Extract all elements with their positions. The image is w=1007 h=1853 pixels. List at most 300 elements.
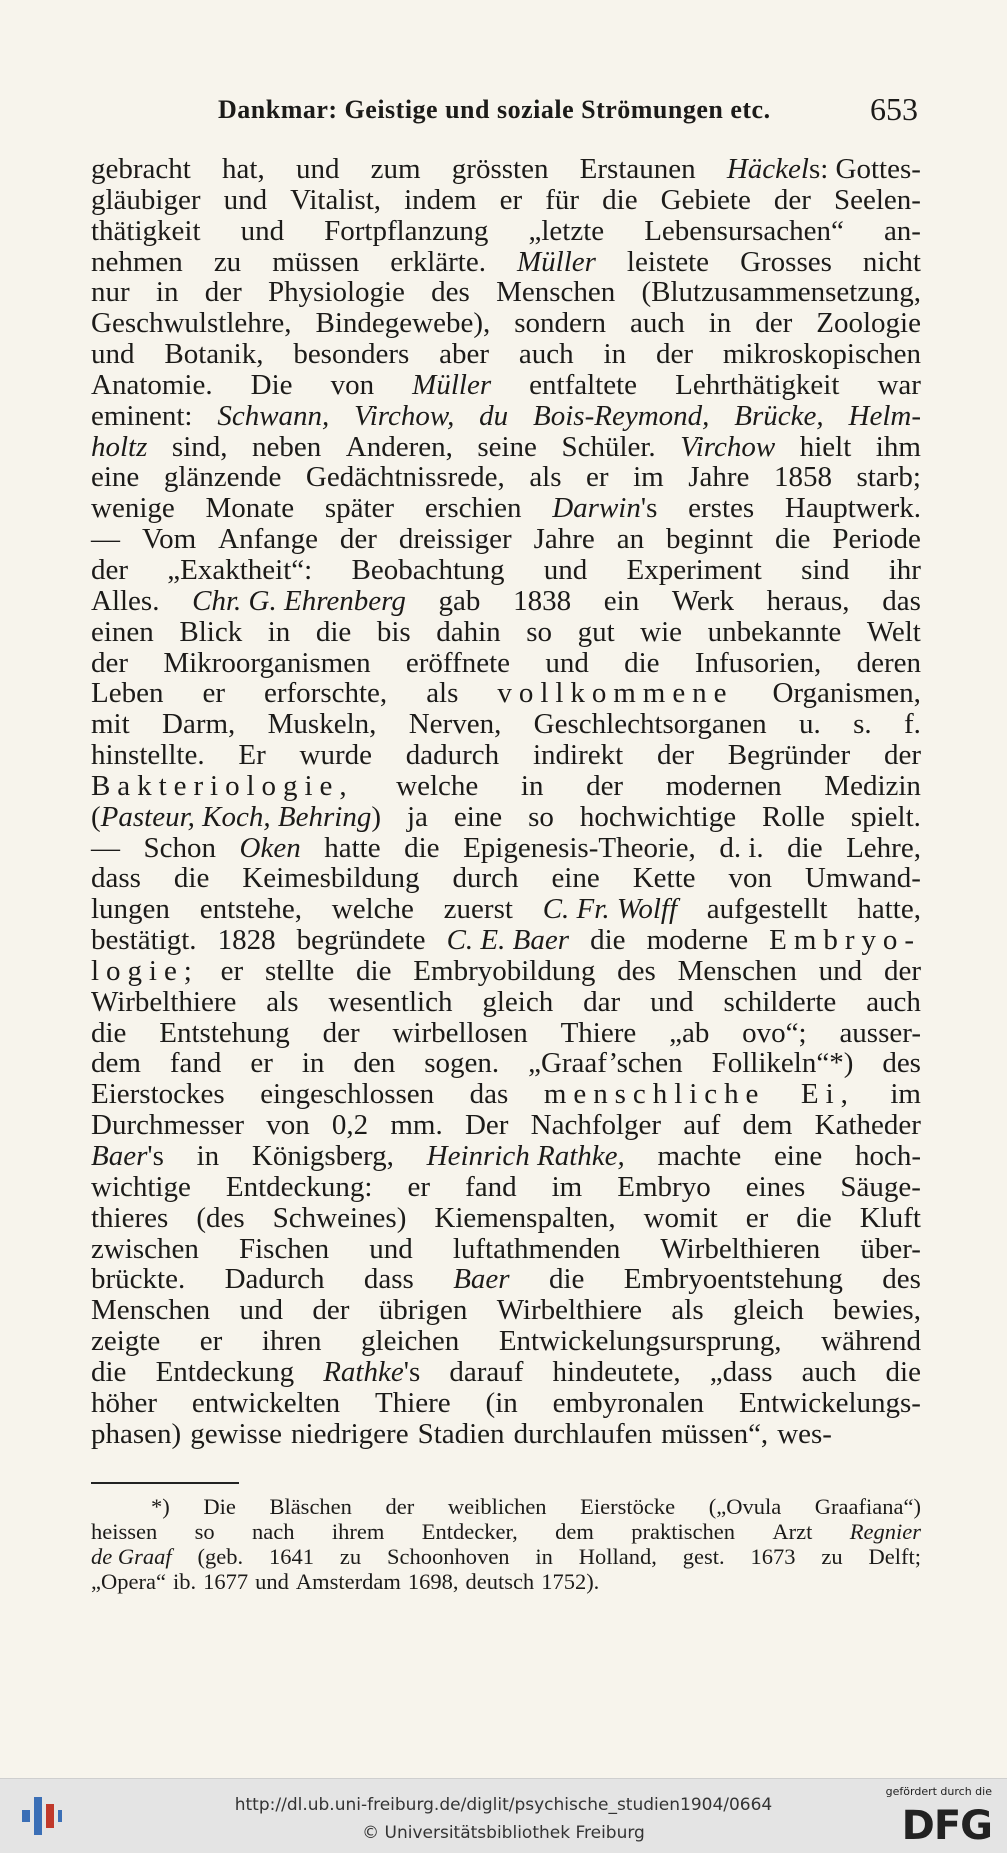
word: Embryoentstehung	[623, 1263, 843, 1296]
word-group	[260, 1079, 434, 1110]
word: Menschen	[677, 954, 797, 987]
word: —	[91, 831, 120, 864]
word: erschien	[424, 492, 522, 525]
word: gleich	[732, 1294, 804, 1327]
word: moderne	[646, 924, 749, 957]
text-line	[91, 586, 921, 617]
document-url[interactable]: http://dl.ub.uni-freiburg.de/diglit/psychische_studien1904/0664	[234, 1795, 773, 1815]
word: 's	[640, 492, 658, 525]
word-group	[144, 833, 217, 864]
word-group	[834, 185, 921, 216]
word: fand	[465, 1170, 517, 1203]
word: Hauptwerk.	[784, 492, 921, 525]
word-group	[774, 462, 832, 493]
text-line	[91, 1172, 921, 1203]
word: stellte	[264, 954, 335, 987]
word-group	[531, 1110, 661, 1141]
word: Lehre,	[846, 831, 921, 864]
word-group	[91, 1326, 160, 1357]
word: Arzt	[772, 1519, 813, 1544]
word-group	[214, 247, 241, 278]
word-group	[268, 617, 291, 648]
word-group	[630, 308, 685, 339]
word-group	[91, 1519, 157, 1544]
word-group	[824, 771, 921, 802]
word: Bläschen	[269, 1494, 352, 1519]
word: müssen“,	[661, 1417, 769, 1450]
word-group	[297, 925, 426, 956]
word: dem	[555, 1519, 594, 1544]
word-group	[561, 1018, 637, 1049]
word: 1828	[217, 924, 276, 957]
word: er	[220, 954, 244, 987]
word: Darwin	[552, 492, 641, 525]
word-group	[734, 401, 823, 432]
word: von	[330, 368, 375, 401]
word: zu	[339, 1544, 362, 1569]
word-group	[431, 277, 470, 308]
word: eines	[745, 1170, 806, 1203]
word-group	[425, 493, 522, 524]
word-group	[91, 1388, 157, 1419]
word-group	[465, 1172, 517, 1203]
word-group	[156, 1357, 295, 1388]
word: Virchow	[680, 430, 776, 463]
word: 's	[147, 1140, 164, 1172]
word-group	[352, 555, 505, 586]
word-group	[463, 833, 696, 864]
word-group	[604, 339, 627, 370]
word: unbekannte	[707, 615, 842, 648]
word: 1698,	[407, 1569, 459, 1594]
word: Blick	[179, 615, 243, 648]
word-group	[657, 740, 694, 771]
word: erklärte.	[390, 245, 486, 278]
word-group	[497, 1295, 642, 1326]
word-group	[683, 1544, 725, 1569]
word-group	[604, 586, 639, 617]
text-line	[91, 833, 921, 864]
word: („Ovula	[708, 1494, 782, 1519]
word-group	[163, 648, 370, 679]
word-group	[224, 185, 268, 216]
word: Medizin	[824, 769, 921, 802]
word-group	[552, 1172, 583, 1203]
word-group	[580, 802, 736, 833]
word-group	[91, 462, 139, 493]
word: Baer	[453, 1263, 510, 1296]
word-group	[553, 1357, 681, 1388]
word-group	[91, 709, 130, 740]
word: zuerst	[443, 893, 513, 926]
word-group	[482, 987, 553, 1018]
word: hielt	[799, 430, 852, 463]
word: (	[91, 800, 101, 833]
word: Anfange	[218, 523, 318, 556]
word-group	[447, 925, 569, 956]
word: der	[883, 739, 921, 772]
word-group	[331, 370, 375, 401]
text-line	[91, 1388, 921, 1419]
word-group	[535, 1544, 553, 1569]
word: das	[882, 584, 921, 617]
word: dem	[91, 1047, 141, 1080]
word: der	[91, 553, 129, 586]
word-group	[884, 956, 921, 987]
text-line	[91, 771, 921, 802]
word: wichtige	[91, 1170, 191, 1203]
word: eine	[551, 862, 600, 895]
word: Oken	[239, 831, 301, 864]
word-group	[293, 339, 409, 370]
word-group	[640, 617, 682, 648]
word-group	[746, 1203, 769, 1234]
word: 1673	[750, 1544, 796, 1569]
word-group	[866, 987, 921, 1018]
word-group	[631, 1519, 735, 1544]
word: in	[603, 338, 627, 371]
word: Beobachtung	[351, 553, 505, 586]
word-group	[252, 1519, 294, 1544]
word: weiblichen	[447, 1494, 547, 1519]
word-group	[91, 1079, 225, 1110]
word-group	[91, 1048, 141, 1079]
word: Menschen	[91, 1294, 211, 1327]
text-line	[91, 1079, 921, 1110]
word: Regnier	[849, 1519, 921, 1544]
word-group	[543, 894, 677, 925]
word-group	[486, 1388, 518, 1419]
word-group	[821, 1326, 921, 1357]
word-group	[602, 185, 637, 216]
word: fand	[169, 1047, 222, 1080]
word: nur	[91, 276, 130, 309]
word: Säuge-	[840, 1170, 921, 1203]
text-line	[91, 493, 921, 524]
word-group	[479, 401, 508, 432]
text-line	[91, 617, 921, 648]
word-group	[801, 555, 849, 586]
word: Baer	[91, 1140, 148, 1172]
word: der	[586, 769, 624, 802]
word-group	[500, 185, 523, 216]
word: er	[745, 1201, 769, 1234]
word: auch	[866, 985, 921, 1018]
word-group	[816, 308, 921, 339]
word-group	[217, 401, 329, 432]
word-group	[439, 339, 489, 370]
word: C. Fr. Wolff	[542, 893, 677, 926]
word: Nerven,	[408, 708, 502, 741]
word-group	[496, 277, 615, 308]
word-group	[427, 1141, 625, 1172]
word: darauf	[449, 1355, 524, 1388]
word: niedrigere	[291, 1417, 409, 1450]
word: (des	[196, 1201, 245, 1234]
word: der	[322, 1016, 360, 1049]
word: Physiologie	[267, 276, 405, 309]
word: Darm,	[162, 708, 236, 741]
word-group	[408, 1172, 431, 1203]
word: „Opera“	[91, 1569, 166, 1594]
word-group	[340, 524, 377, 555]
word: bewies,	[833, 1294, 921, 1327]
word: nach	[252, 1519, 295, 1544]
word: heissen	[91, 1519, 158, 1544]
word-group	[198, 1544, 244, 1569]
word-group	[346, 432, 453, 463]
word-group	[371, 154, 421, 185]
word: beginnt	[666, 523, 754, 556]
word-group	[436, 617, 500, 648]
word: seine	[477, 430, 537, 463]
word-group	[728, 740, 850, 771]
word: Königsberg,	[251, 1140, 394, 1172]
word-group	[91, 1419, 181, 1450]
word-group	[332, 1110, 368, 1141]
word-group	[200, 894, 302, 925]
word-group	[800, 432, 852, 463]
word: Schwann,	[217, 399, 330, 432]
word-group	[377, 617, 411, 648]
word-group	[644, 1203, 718, 1234]
word: *)	[151, 1494, 170, 1519]
word-group	[444, 894, 513, 925]
word: Bakteriologie,	[91, 769, 354, 802]
word: entfaltete	[529, 368, 638, 401]
word-group	[91, 339, 135, 370]
word-group	[860, 1203, 921, 1234]
word: neben	[252, 430, 322, 463]
footnote-line	[91, 1544, 921, 1569]
word: die	[404, 831, 440, 864]
word-group	[762, 802, 825, 833]
word: die	[356, 954, 392, 987]
word: er	[202, 677, 225, 710]
word-group	[876, 432, 921, 463]
word-group	[863, 247, 921, 278]
word-group	[222, 154, 265, 185]
word: Grosses	[740, 245, 832, 278]
word-group	[91, 277, 130, 308]
word-group	[513, 586, 571, 617]
word-group	[328, 987, 452, 1018]
word: auch	[801, 1355, 857, 1388]
word-group	[529, 370, 637, 401]
word: Embryo-	[769, 924, 921, 957]
text-line	[91, 247, 921, 278]
word: gleichen	[361, 1325, 460, 1358]
text-line	[91, 1264, 921, 1295]
word: die	[796, 1201, 832, 1234]
word: Gedächtnissrede,	[305, 461, 505, 494]
word-group	[306, 462, 505, 493]
word-group	[728, 863, 772, 894]
word-group	[755, 308, 792, 339]
word: Durchmesser	[91, 1109, 245, 1142]
word-group	[688, 493, 754, 524]
word: Monate	[205, 492, 295, 525]
word-group	[452, 863, 518, 894]
word-group	[91, 1357, 126, 1388]
word: als	[266, 985, 299, 1018]
word: ib.	[172, 1569, 197, 1594]
word: ovo“;	[742, 1016, 807, 1049]
word: Umwand-	[804, 862, 921, 895]
word-group	[545, 648, 589, 679]
word-group	[323, 1018, 360, 1049]
word: Schweines)	[272, 1201, 407, 1234]
word: sind,	[171, 430, 228, 463]
word: Katheder	[814, 1109, 921, 1142]
word: Entstehung	[159, 1016, 290, 1049]
word-group	[519, 339, 574, 370]
word-group	[833, 1295, 921, 1326]
word: in	[301, 1047, 325, 1080]
word-group	[300, 740, 372, 771]
word: der	[91, 646, 129, 679]
word: entwickelten	[191, 1386, 341, 1419]
word: wenige	[91, 492, 175, 525]
word: durchlaufen	[513, 1417, 653, 1450]
word: erstes	[688, 492, 755, 525]
word: Ei,	[800, 1078, 855, 1111]
word: und	[545, 646, 589, 679]
word: Schon	[143, 831, 217, 864]
word: Entdeckung:	[225, 1170, 373, 1203]
page-header	[218, 91, 918, 135]
word: f.	[904, 708, 921, 741]
word: eine	[453, 800, 503, 833]
word-group	[406, 648, 510, 679]
word-group	[174, 863, 209, 894]
word: müssen	[272, 245, 360, 278]
word-group	[170, 1048, 222, 1079]
text-line	[91, 216, 921, 247]
word-group	[846, 833, 921, 864]
word-group	[777, 1419, 832, 1450]
word-group	[740, 247, 832, 278]
word-group	[578, 617, 615, 648]
word-group	[91, 987, 236, 1018]
word: zwischen	[91, 1232, 199, 1265]
word: Rolle	[762, 800, 825, 833]
word: Embryobildung	[413, 954, 596, 987]
word-group	[91, 863, 141, 894]
word-group	[815, 1110, 921, 1141]
word: für	[545, 183, 580, 216]
word: leistete	[626, 245, 710, 278]
word-group	[821, 1544, 842, 1569]
word-group	[528, 1048, 683, 1079]
word-group	[91, 1110, 244, 1141]
text-line	[91, 370, 921, 401]
word-group	[454, 802, 502, 833]
word-group	[514, 308, 606, 339]
word: von	[266, 1109, 310, 1142]
word: Amsterdam	[295, 1569, 401, 1594]
word: Lebensursachen“	[644, 214, 844, 247]
word: die	[173, 862, 210, 895]
word-group	[633, 462, 664, 493]
word: bestätigt.	[91, 924, 197, 957]
word: Anderen,	[345, 430, 453, 463]
word-group	[534, 524, 595, 555]
footnote-line	[91, 1494, 921, 1519]
word: Periode	[832, 523, 921, 556]
word: im	[633, 461, 664, 494]
word: hat,	[222, 153, 265, 185]
word: mit	[91, 708, 130, 741]
word-group	[867, 617, 921, 648]
word-group	[91, 1569, 166, 1594]
word-group	[521, 771, 544, 802]
word-group	[850, 1519, 921, 1544]
word-group	[453, 1264, 509, 1295]
word: sogen.	[424, 1047, 500, 1080]
word-group	[497, 678, 733, 709]
word: Follikeln“*)	[711, 1047, 854, 1080]
word: Pasteur, Koch, Behring	[100, 800, 372, 833]
word-group	[853, 709, 872, 740]
word-group	[203, 1569, 248, 1594]
word-group	[413, 956, 595, 987]
word-group	[364, 1264, 414, 1295]
text-line	[91, 555, 921, 586]
word: wesentlich	[328, 985, 453, 1018]
word-group	[242, 863, 419, 894]
word-group	[801, 1079, 855, 1110]
word-group	[849, 401, 921, 432]
word: ihr	[888, 553, 921, 586]
word: hatte	[324, 831, 381, 864]
word-group	[238, 740, 265, 771]
word: nehmen	[91, 245, 183, 278]
word-group	[404, 185, 477, 216]
word-group	[551, 863, 599, 894]
word-group	[226, 1172, 373, 1203]
word: besonders	[293, 338, 410, 371]
text-line	[91, 1203, 921, 1234]
word: starb;	[856, 461, 921, 494]
word-group	[151, 1494, 170, 1519]
word: Mikroorganismen	[163, 646, 371, 679]
word: Häckel	[726, 153, 809, 185]
word: gut	[577, 615, 615, 648]
word-group	[167, 555, 312, 586]
word: Experiment	[626, 553, 762, 586]
word-group	[552, 493, 657, 524]
word-group	[422, 1519, 518, 1544]
word-group	[356, 956, 391, 987]
word-group	[91, 1234, 199, 1265]
word: menschliche	[543, 1078, 766, 1111]
word-group	[617, 1172, 710, 1203]
word-group	[206, 493, 295, 524]
text-line	[91, 432, 921, 463]
word-group	[91, 956, 199, 987]
text-line	[91, 1326, 921, 1357]
word-group	[545, 185, 579, 216]
word: auch	[518, 338, 574, 371]
word: der	[204, 276, 242, 309]
word-group	[190, 1419, 282, 1450]
word: dar	[583, 985, 621, 1018]
word: Eierstockes	[91, 1078, 225, 1111]
word: s.	[853, 708, 872, 741]
word-group	[856, 462, 920, 493]
word-group	[889, 555, 921, 586]
